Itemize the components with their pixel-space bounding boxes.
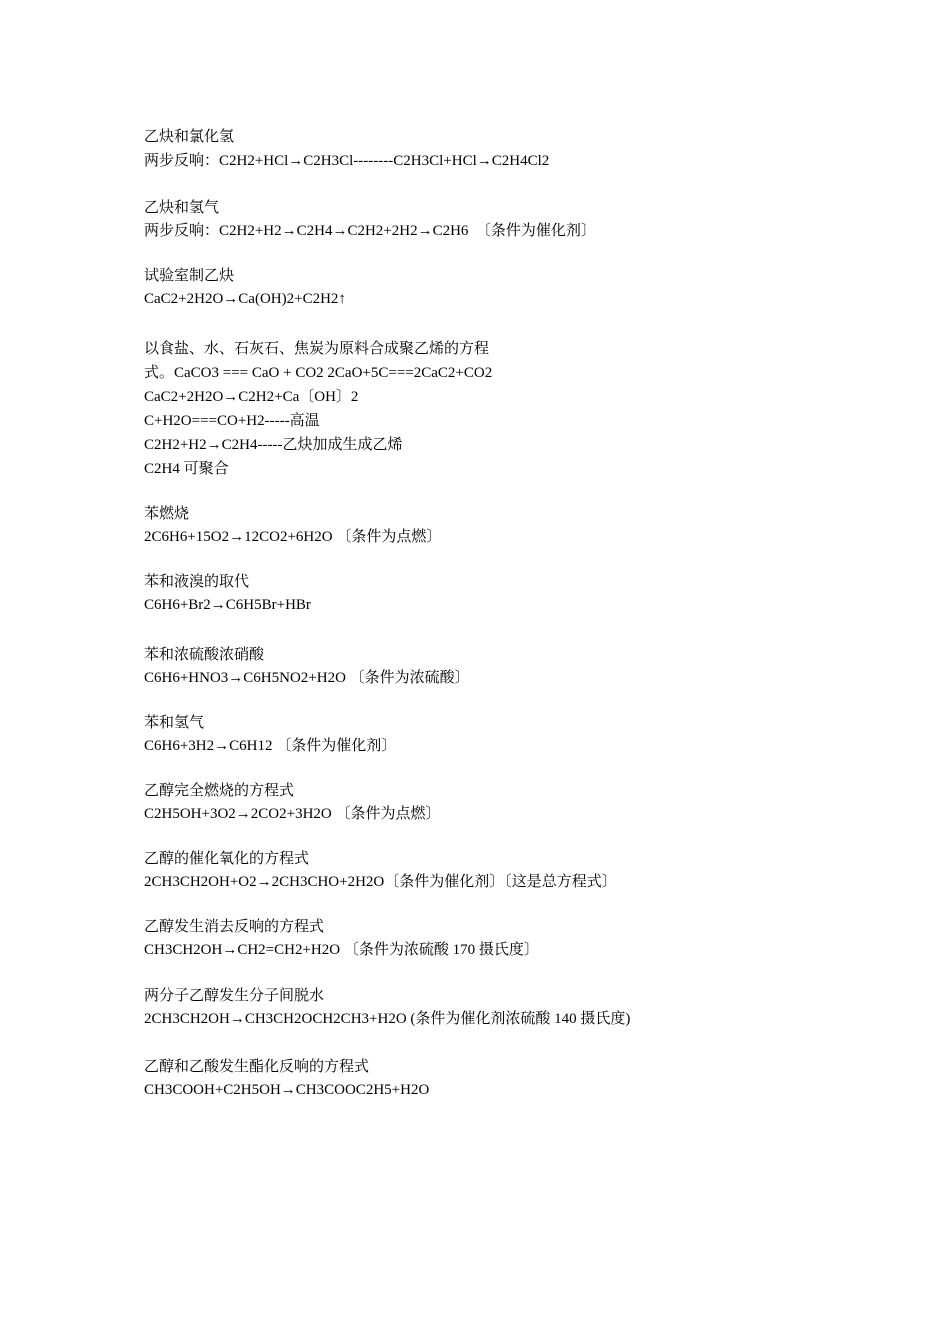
equation-polyethylene-step-5: C2H4 可聚合 bbox=[144, 461, 229, 477]
heading-ethanol-oxidation: 乙醇的催化氧化的方程式 bbox=[144, 851, 310, 867]
equation-benzene-nitration: C6H6+HNO3→C6H5NO2+H2O 〔条件为浓硫酸〕 bbox=[144, 670, 470, 686]
heading-benzene-hydrogen: 苯和氢气 bbox=[144, 715, 205, 731]
equation-ethanol-combustion: C2H5OH+3O2→2CO2+3H2O 〔条件为点燃〕 bbox=[144, 806, 441, 822]
equation-polyethylene-step-3: C+H2O===CO+H2-----高温 bbox=[144, 413, 320, 429]
equation-benzene-combustion: 2C6H6+15O2→12CO2+6H2O 〔条件为点燃〕 bbox=[144, 529, 442, 545]
heading-benzene-nitration: 苯和浓硫酸浓硝酸 bbox=[144, 647, 265, 663]
heading-acetylene-h2: 乙炔和氢气 bbox=[144, 200, 220, 216]
heading-esterification: 乙醇和乙酸发生酯化反响的方程式 bbox=[144, 1059, 370, 1075]
heading-acetylene-hcl: 乙炔和氯化氢 bbox=[144, 129, 235, 145]
heading-ethanol-dehydration: 两分子乙醇发生分子间脱水 bbox=[144, 988, 325, 1004]
heading-benzene-bromine: 苯和液溴的取代 bbox=[144, 574, 250, 590]
equation-esterification: CH3COOH+C2H5OH→CH3COOC2H5+H2O bbox=[144, 1082, 430, 1098]
equation-benzene-bromine: C6H6+Br2→C6H5Br+HBr bbox=[144, 597, 311, 613]
heading-ethanol-combustion: 乙醇完全燃烧的方程式 bbox=[144, 783, 295, 799]
equation-acetylene-hcl: 两步反响：C2H2+HCl→C2H3Cl--------C2H3Cl+HCl→C2H4Cl2 bbox=[144, 153, 550, 169]
equation-ethanol-oxidation: 2CH3CH2OH+O2→2CH3CHO+2H2O〔条件为催化剂〕〔这是总方程式〕 bbox=[144, 874, 617, 890]
heading-lab-acetylene: 试验室制乙炔 bbox=[144, 268, 235, 284]
equation-acetylene-h2: 两步反响：C2H2+H2→C2H4→C2H2+2H2→C2H6 〔条件为催化剂〕 bbox=[144, 223, 596, 239]
equation-polyethylene-step-4: C2H2+H2→C2H4-----乙炔加成生成乙烯 bbox=[144, 437, 403, 453]
equation-ethanol-elimination: CH3CH2OH→CH2=CH2+H2O 〔条件为浓硫酸 170 摄氏度〕 bbox=[144, 942, 539, 958]
equation-benzene-hydrogen: C6H6+3H2→C6H12 〔条件为催化剂〕 bbox=[144, 738, 397, 754]
equation-lab-acetylene: CaC2+2H2O→Ca(OH)2+C2H2↑ bbox=[144, 291, 346, 307]
heading-ethanol-elimination: 乙醇发生消去反响的方程式 bbox=[144, 919, 325, 935]
equation-ethanol-dehydration: 2CH3CH2OH→CH3CH2OCH2CH3+H2O (条件为催化剂浓硫酸 140 摄氏度) bbox=[144, 1011, 631, 1027]
equation-polyethylene-step-1: 式。CaCO3 === CaO + CO2 2CaO+5C===2CaC2+CO2 bbox=[144, 365, 493, 381]
heading-polyethylene-synthesis: 以食盐、水、石灰石、焦炭为原料合成聚乙烯的方程 bbox=[144, 341, 490, 357]
heading-benzene-combustion: 苯燃烧 bbox=[144, 506, 190, 522]
equation-polyethylene-step-2: CaC2+2H2O→C2H2+Ca〔OH〕2 bbox=[144, 389, 359, 405]
